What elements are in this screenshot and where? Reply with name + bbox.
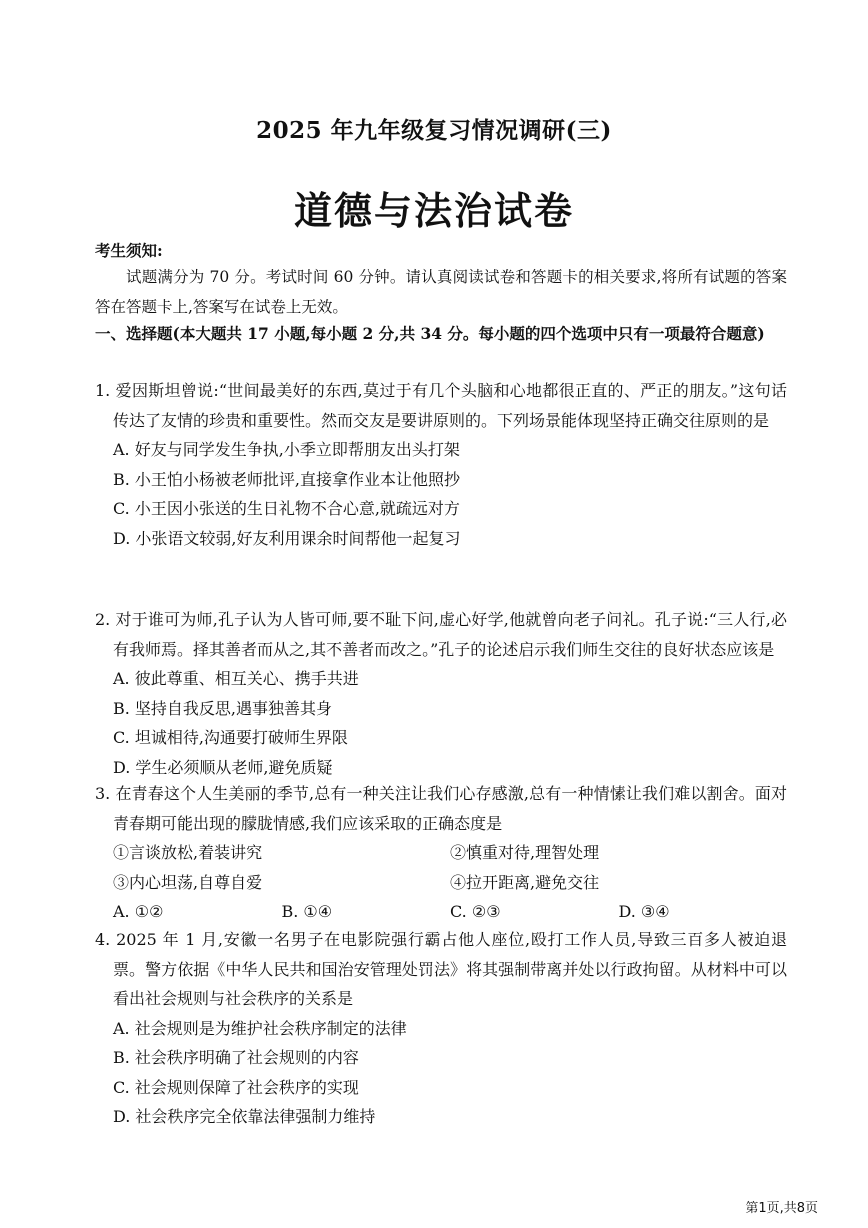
option-d: D. ③④ [618, 902, 670, 921]
option-d: D. 小张语文较弱,好友利用课余时间帮他一起复习 [113, 528, 461, 548]
statement-row [95, 838, 787, 868]
option-a: A. 彼此尊重、相互关心、携手共进 [113, 669, 359, 688]
option-b: B. 坚持自我反思,遇事独善其身 [113, 698, 333, 718]
question-1 [95, 376, 787, 553]
option-b: B. 小王怕小杨被老师批评,直接拿作业本让他照抄 [113, 469, 461, 489]
statement-2: ②慎重对待,理智处理 [450, 843, 600, 862]
options-row [95, 897, 787, 927]
option-d: D. 社会秩序完全依靠法律强制力维持 [113, 1107, 376, 1126]
question-stem: 1. 爱因斯坦曾说:“世间最美好的东西,莫过于有几个头脑和心地都很正直的、严正的朋友。”这句话传达了友情的珍贵和重要性。然而交友是要讲原则的。下列场景能体现坚持正确交往原则的是 [95, 381, 787, 430]
option-c: C. 坦诚相待,沟通要打破师生界限 [113, 728, 348, 747]
question-stem: 2. 对于谁可为师,孔子认为人皆可师,要不耻下问,虚心好学,他就曾向老子问礼。孔子说:“三人行,必有我师焉。择其善者而从之,其不善者而改之。”孔子的论述启示我们师生交往的良好状态应该是 [95, 610, 787, 659]
statement-4: ④拉开距离,避免交往 [450, 872, 600, 892]
option-a: A. 好友与同学发生争执,小季立即帮朋友出头打架 [113, 440, 460, 459]
question-stem: 4. 2025 年 1 月,安徽一名男子在电影院强行霸占他人座位,殴打工作人员,导致三百多人被迫退票。警方依据《中华人民共和国治安管理处罚法》将其强制带离并处以行政拘留。从材料中可以看出社会规则与社会秩序的关系是 [95, 930, 787, 1008]
page-number: 第1页,共8页 [745, 1201, 818, 1216]
option-c: C. 社会规则保障了社会秩序的实现 [113, 1077, 359, 1097]
option-d: D. 学生必须顺从老师,避免质疑 [113, 757, 333, 777]
option-b: B. 社会秩序明确了社会规则的内容 [113, 1048, 359, 1067]
question-2 [95, 605, 787, 782]
statement-1: ①言谈放松,着装讲究 [113, 843, 263, 862]
option-a: A. ①② [113, 902, 164, 921]
exam-title: 2025 年九年级复习情况调研(三) [256, 117, 612, 144]
question-stem: 3. 在青春这个人生美丽的季节,总有一种关注让我们心存感激,总有一种情愫让我们难以割舍。面对青春期可能出现的朦胧情感,我们应该采取的正确态度是 [95, 784, 787, 833]
option-c: C. 小王因小张送的生日礼物不合心意,就疏远对方 [113, 499, 460, 518]
subject-title: 道德与法治试卷 [293, 188, 574, 233]
statement-row [95, 868, 787, 898]
notice-heading: 考生须知: [95, 241, 163, 260]
question-3 [95, 779, 787, 927]
statement-3: ③内心坦荡,自尊自爱 [113, 872, 263, 892]
option-c: C. ②③ [450, 902, 501, 921]
option-a: A. 社会规则是为维护社会秩序制定的法律 [113, 1018, 407, 1038]
option-b: B. ①④ [281, 902, 333, 921]
notice-body: 试题满分为 70 分。考试时间 60 分钟。请认真阅读试卷和答题卡的相关要求,将所有试题的答案答在答题卡上,答案写在试卷上无效。 [95, 268, 787, 316]
question-4 [95, 925, 787, 1132]
section-title: 一、选择题(本大题共 17 小题,每小题 2 分,共 34 分。每小题的四个选项中只有一项最符合题意) [95, 324, 765, 343]
